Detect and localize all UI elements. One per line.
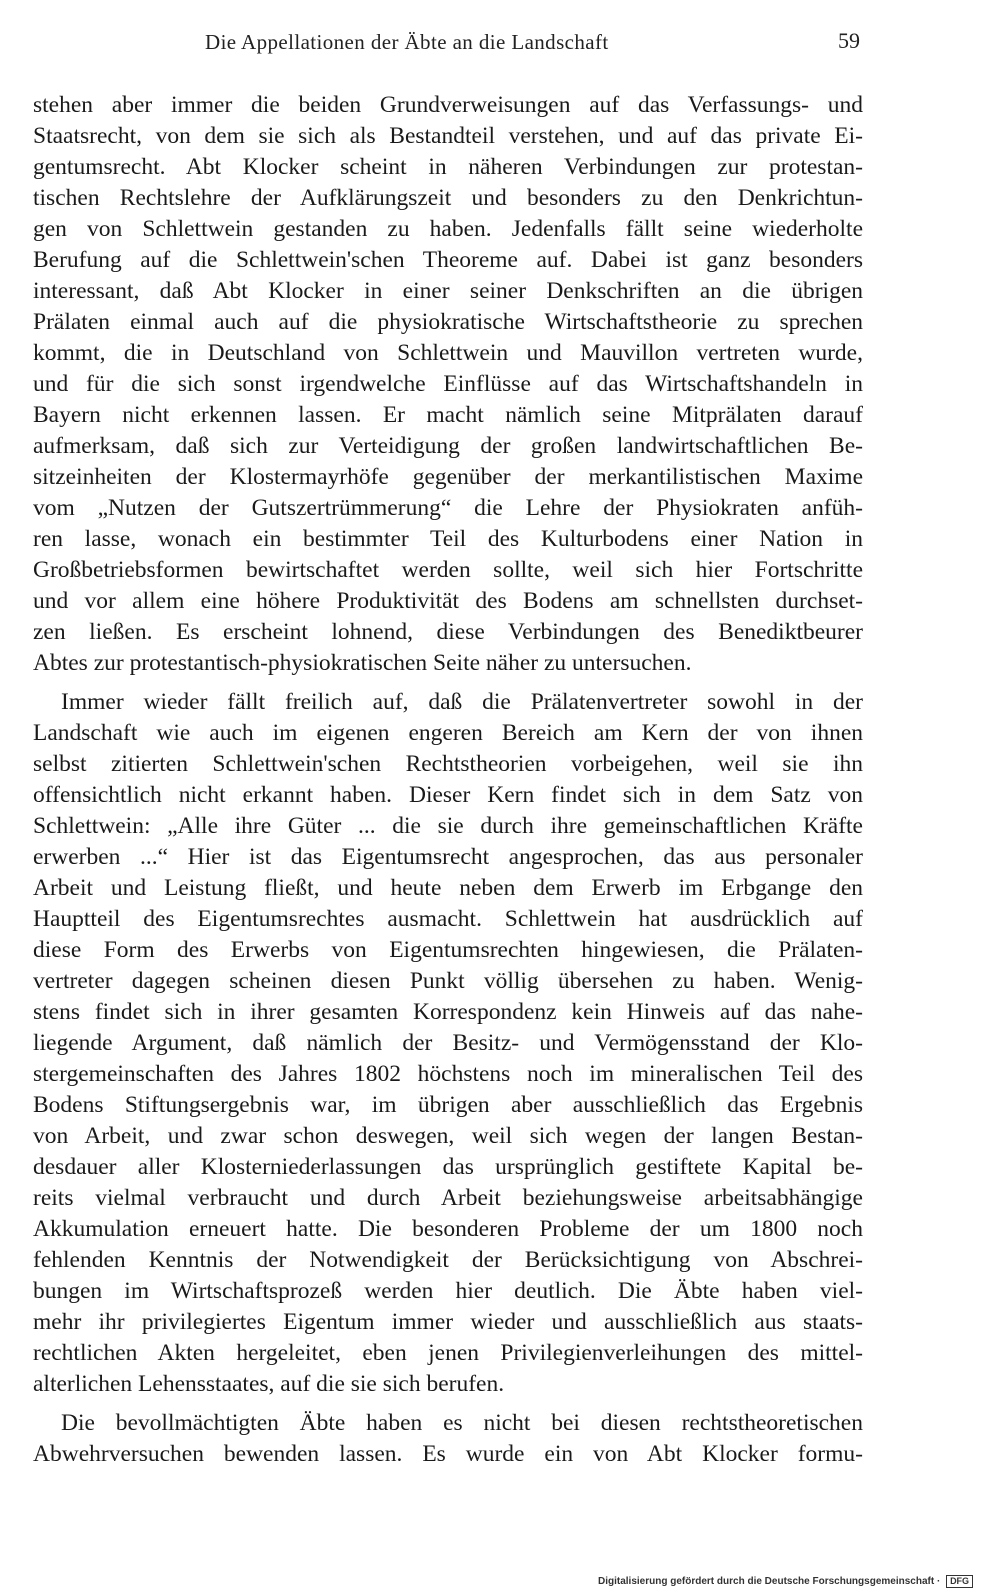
text-line: bungen im Wirtschaftsprozeß werden hier deutlich. Die Äbte haben viel- [33, 1278, 863, 1304]
text-line: stergemeinschaften des Jahres 1802 höchstens noch im mineralischen Teil des [33, 1061, 863, 1087]
text-line: liegende Argument, daß nämlich der Besitz- und Vermögensstand der Klo- [33, 1030, 863, 1056]
page-header [0, 30, 1000, 64]
credit-text: Digitalisierung gefördert durch die Deutsche Forschungsgemeinschaft · [598, 1576, 941, 1588]
text-line: und vor allem eine höhere Produktivität des Bodens am schnellsten durchset- [33, 588, 863, 614]
text-line: Arbeit und Leistung fließt, und heute neben dem Erwerb im Erbgange den [33, 875, 863, 901]
text-line: Hauptteil des Eigentumsrechtes ausmacht. Schlettwein hat ausdrücklich auf [33, 906, 863, 932]
text-line: reits vielmal verbraucht und durch Arbeit beziehungsweise arbeitsabhängige [33, 1185, 863, 1211]
text-line: Bodens Stiftungsergebnis war, im übrigen aber ausschließlich das Ergebnis [33, 1092, 863, 1118]
paragraph-gap [33, 1400, 863, 1408]
paragraph [33, 90, 863, 679]
text-line: rechtlichen Akten hergeleitet, eben jenen Privilegienverleihungen des mittel- [33, 1340, 863, 1366]
text-line: Akkumulation erneuert hatte. Die besonderen Probleme der um 1800 noch [33, 1216, 863, 1242]
text-line: ren lasse, wonach ein bestimmter Teil des Kulturbodens einer Nation in [33, 526, 863, 552]
text-line: vom „Nutzen der Gutszertrümmerung“ die Lehre der Physiokraten anfüh- [33, 495, 863, 521]
text-line: Staatsrecht, von dem sie sich als Bestandteil verstehen, und auf das private Ei- [33, 123, 863, 149]
text-line: Großbetriebsformen bewirtschaftet werden sollte, weil sich hier Fortschritte [33, 557, 863, 583]
text-line: gentumsrecht. Abt Klocker scheint in näheren Verbindungen zur protestan- [33, 154, 863, 180]
text-line: gen von Schlettwein gestanden zu haben. Jedenfalls fällt seine wiederholte [33, 216, 863, 242]
text-line: diese Form des Erwerbs von Eigentumsrechten hingewiesen, die Prälaten- [33, 937, 863, 963]
text-line: alterlichen Lehensstaates, auf die sie sich berufen. [33, 1371, 505, 1397]
text-line: Prälaten einmal auch auf die physiokratische Wirtschaftstheorie zu sprechen [33, 309, 863, 335]
paragraph [33, 687, 863, 1400]
text-line: fehlenden Kenntnis der Notwendigkeit der Berücksichtigung von Abschrei- [33, 1247, 863, 1273]
text-line: Berufung auf die Schlettwein'schen Theoreme auf. Dabei ist ganz besonders [33, 247, 863, 273]
text-line: Abwehrversuchen bewenden lassen. Es wurde ein von Abt Klocker formu- [33, 1441, 863, 1467]
text-line: Landschaft wie auch im eigenen engeren Bereich am Kern der von ihnen [33, 720, 863, 746]
text-line: Immer wieder fällt freilich auf, daß die Prälatenvertreter sowohl in der [61, 689, 863, 715]
text-line: stehen aber immer die beiden Grundverweisungen auf das Verfassungs- und [33, 92, 863, 118]
text-line: vertreter dagegen scheinen diesen Punkt völlig übersehen zu haben. Wenig- [33, 968, 863, 994]
text-line: erwerben ...“ Hier ist das Eigentumsrecht angesprochen, das aus personaler [33, 844, 863, 870]
text-line: und für die sich sonst irgendwelche Einflüsse auf das Wirtschaftshandeln in [33, 371, 863, 397]
text-line: tischen Rechtslehre der Aufklärungszeit und besonders zu den Denkrichtun- [33, 185, 863, 211]
text-line: zen ließen. Es erscheint lohnend, diese Verbindungen des Benediktbeurer [33, 619, 863, 645]
text-line: Die bevollmächtigten Äbte haben es nicht bei diesen rechtstheoretischen [61, 1410, 863, 1436]
body-text [33, 90, 863, 1470]
text-line: selbst zitierten Schlettwein'schen Rechtstheorien vorbeigehen, weil sie ihn [33, 751, 863, 777]
dfg-logo: DFG [946, 1575, 973, 1588]
text-line: Abtes zur protestantisch-physiokratischen Seite näher zu untersuchen. [33, 650, 692, 676]
paragraph-gap [33, 679, 863, 687]
text-line: aufmerksam, daß sich zur Verteidigung der großen landwirtschaftlichen Be- [33, 433, 863, 459]
text-line: Schlettwein: „Alle ihre Güter ... die sie durch ihre gemeinschaftlichen Kräfte [33, 813, 863, 839]
text-line: stens findet sich in ihrer gesamten Korrespondenz kein Hinweis auf das nahe- [33, 999, 863, 1025]
text-line: kommt, die in Deutschland von Schlettwein und Mauvillon vertreten wurde, [33, 340, 863, 366]
text-line: von Arbeit, und zwar schon deswegen, weil sich wegen der langen Bestan- [33, 1123, 863, 1149]
text-line: offensichtlich nicht erkannt haben. Dieser Kern findet sich in dem Satz von [33, 782, 863, 808]
text-line: mehr ihr privilegiertes Eigentum immer wieder und ausschließlich aus staats- [33, 1309, 863, 1335]
page-number: 59 [838, 28, 860, 53]
paragraph [33, 1408, 863, 1470]
running-title: Die Appellationen der Äbte an die Landschaft [205, 30, 609, 54]
digitization-credit [598, 1575, 973, 1588]
text-line: interessant, daß Abt Klocker in einer seiner Denkschriften an die übrigen [33, 278, 863, 304]
text-line: Bayern nicht erkennen lassen. Er macht nämlich seine Mitprälaten darauf [33, 402, 863, 428]
text-line: desdauer aller Klosterniederlassungen das ursprünglich gestiftete Kapital be- [33, 1154, 863, 1180]
text-line: sitzeinheiten der Klostermayrhöfe gegenüber der merkantilistischen Maxime [33, 464, 863, 490]
